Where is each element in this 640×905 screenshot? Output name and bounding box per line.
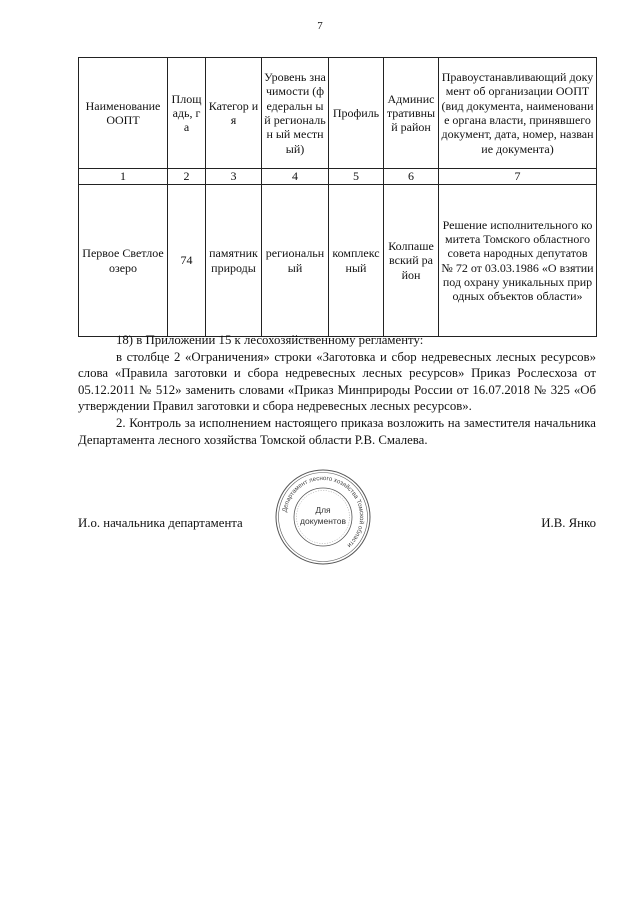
header-cell-category: Категор ия [206, 58, 262, 169]
paragraph-item-2: 2. Контроль за исполнением настоящего приказа возложить на заместителя начальника Департамента лесного хозяйства Томской области Р.В. Смалева. [78, 415, 596, 447]
cell-name: Первое Светлое озеро [79, 185, 168, 337]
cell-document: Решение исполнительного комитета Томского областного совета народных депутатов № 72 от 03.03.1986 «О взятии под охрану уникальных природных объектов области» [439, 185, 597, 337]
cell-district: Колпаше вский район [384, 185, 439, 337]
header-cell-document: Правоустанавливающий документ об организации ООПТ (вид документа, наименование органа власти, принявшего документ, дата, номер, название документа) [439, 58, 597, 169]
table-row [79, 185, 597, 337]
cell-category: памятник природы [206, 185, 262, 337]
cell-level: региональн ый [262, 185, 329, 337]
column-number: 4 [262, 169, 329, 185]
official-stamp [273, 467, 373, 567]
cell-profile: комплекс ный [329, 185, 384, 337]
stamp-ring-text: Департамент лесного хозяйства Томской области [281, 474, 366, 549]
column-number: 2 [168, 169, 206, 185]
stamp-center-line1: Для [315, 505, 331, 515]
paragraph-item-18: 18) в Приложении 15 к лесохозяйственному регламенту: [116, 333, 424, 347]
paragraph-column-note: в столбце 2 «Ограничения» строки «Заготовка и сбор недревесных лесных ресурсов» слова «Правила заготовки и сбора недревесных лесных ресурсов» Приказ Рослесхоза от 05.12.2011 № 512» заменить словами «Приказ Минприроды России от 16.07.2018 № 325 «Об утверждении Правил заготовки и сбора недревесных лесных ресурсов». [78, 349, 596, 414]
cell-area: 74 [168, 185, 206, 337]
amendment-text [78, 332, 596, 448]
column-number: 7 [439, 169, 597, 185]
column-number: 5 [329, 169, 384, 185]
signatory-name: И.В. Янко [541, 516, 596, 530]
table-header-row [79, 58, 597, 169]
header-cell-level: Уровень значимости (федеральн ый региональн ый местный) [262, 58, 329, 169]
signatory-position: И.о. начальника департамента [78, 516, 243, 530]
column-number: 1 [79, 169, 168, 185]
column-number: 6 [384, 169, 439, 185]
oopt-table [78, 57, 597, 337]
page-number: 7 [317, 20, 323, 32]
column-number: 3 [206, 169, 262, 185]
stamp-center-line2: документов [300, 516, 346, 526]
header-cell-profile: Профиль [329, 58, 384, 169]
header-cell-area: Площ адь, га [168, 58, 206, 169]
header-cell-name: Наименование ООПТ [79, 58, 168, 169]
header-cell-district: Админис тративны й район [384, 58, 439, 169]
table-number-row [79, 169, 597, 185]
